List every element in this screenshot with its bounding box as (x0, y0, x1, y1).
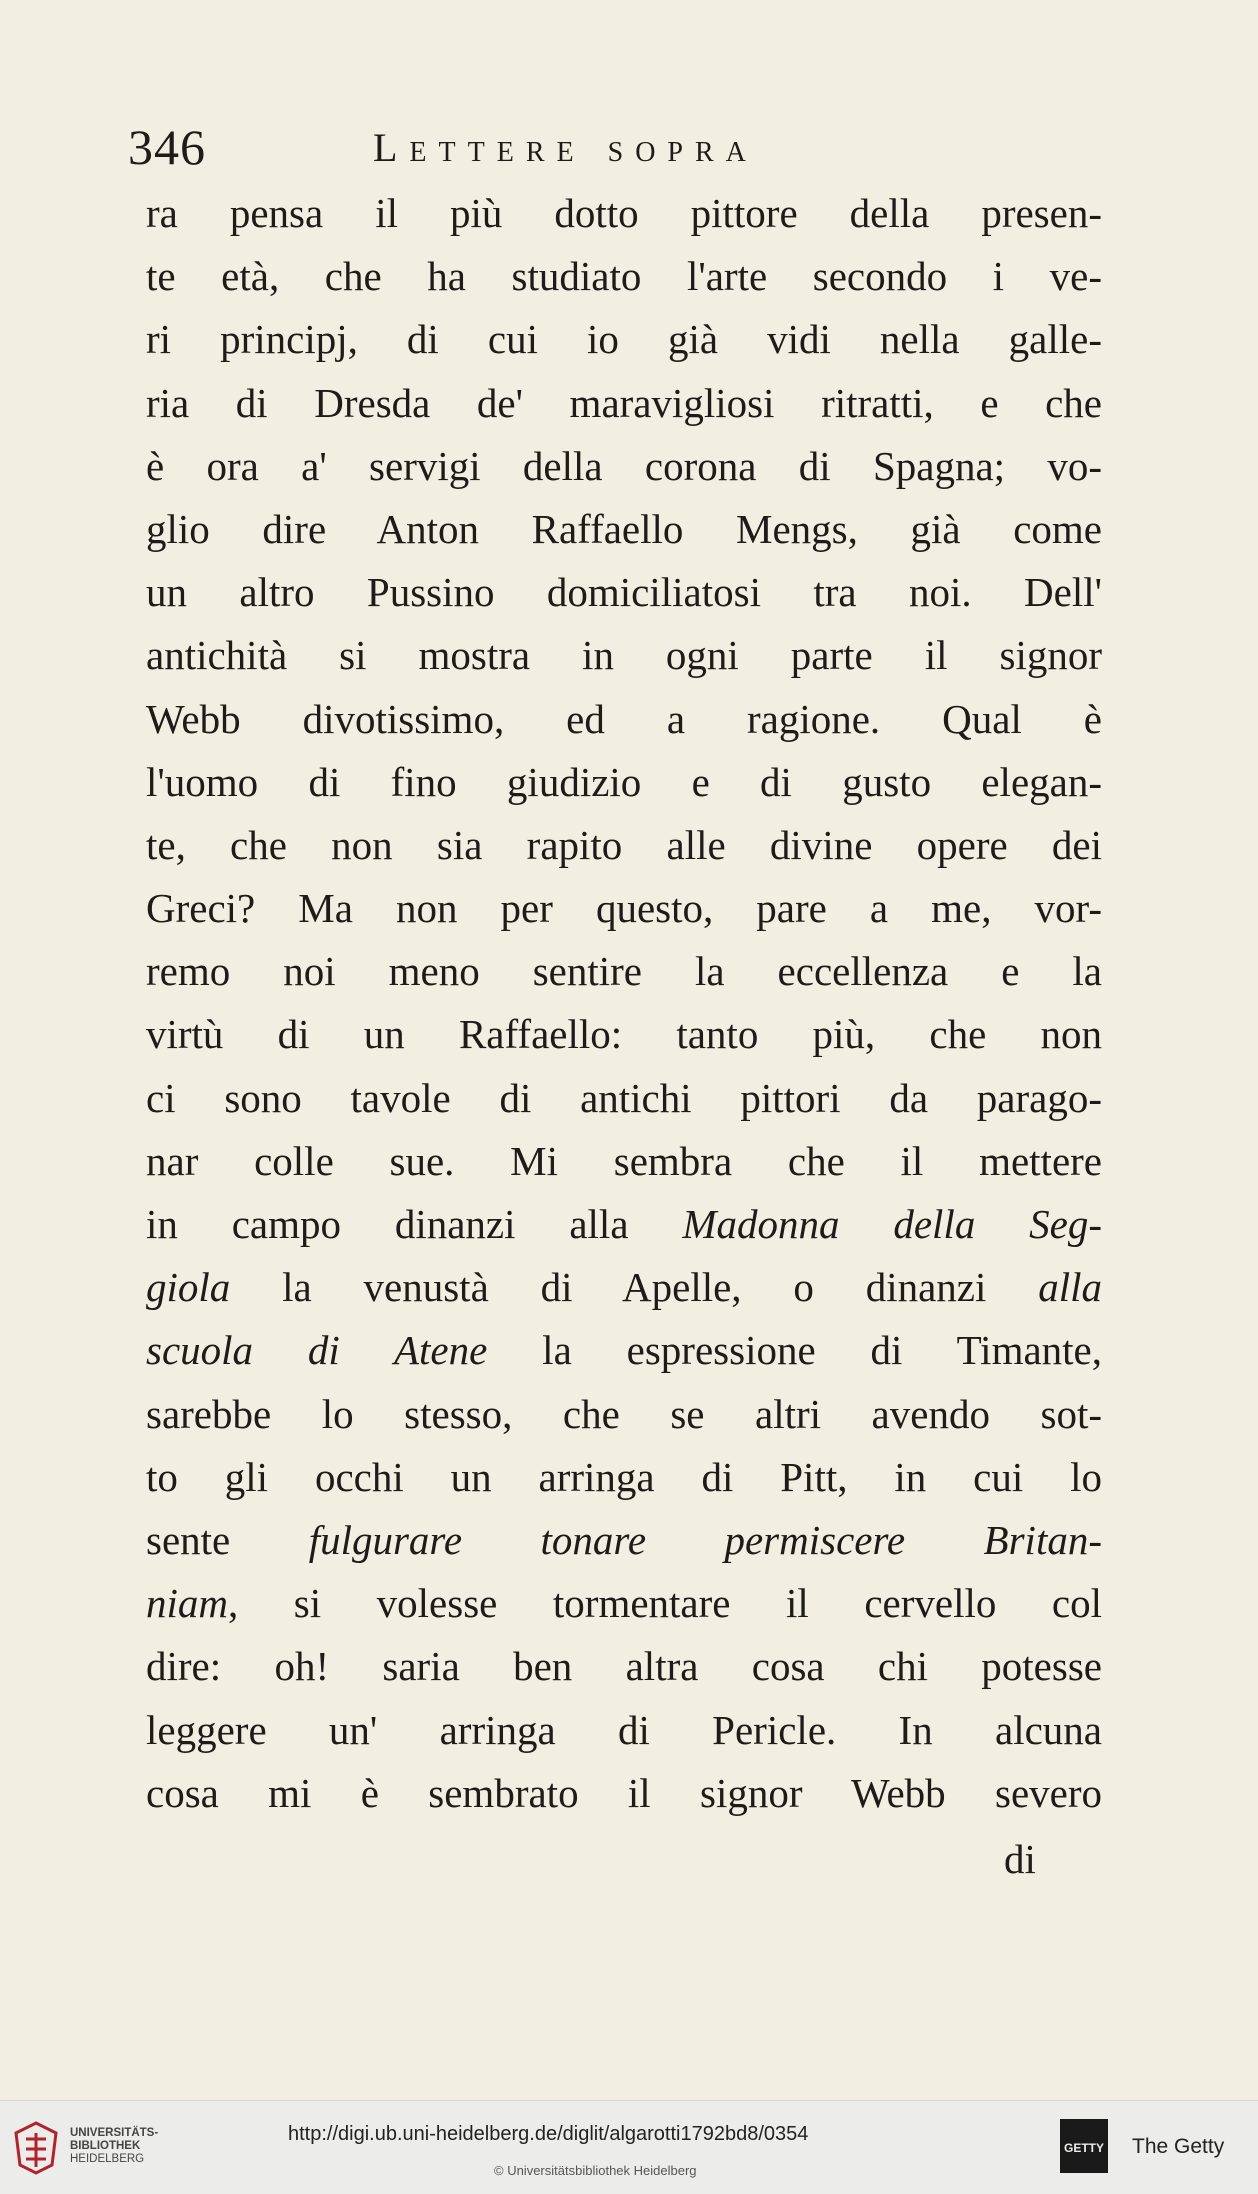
text-line: Webb divotissimo, ed a ragione. Qual è (146, 695, 1102, 742)
text-line: scuola di Atene la espressione di Timante, (146, 1327, 1102, 1374)
permalink[interactable]: http://digi.ub.uni-heidelberg.de/diglit/algarotti1792bd8/0354 (288, 2123, 809, 2145)
page-number: 346 (128, 119, 206, 175)
copyright-notice: © Universitätsbibliothek Heidelberg (494, 2163, 697, 2178)
body-text (146, 182, 1102, 1825)
university-seal-icon (12, 2119, 60, 2175)
text-line: un altro Pussino domiciliatosi tra noi. Dell' (146, 569, 1102, 616)
text-line: virtù di un Raffaello: tanto più, che non (146, 1011, 1102, 1058)
partner-name: The Getty (1132, 2135, 1225, 2158)
text-line: sente fulgurare tonare permiscere Britan- (146, 1516, 1102, 1563)
catchword: di (1004, 1836, 1036, 1882)
text-line: è ora a' servigi della corona di Spagna; vo- (146, 442, 1102, 489)
svg-text:GETTY: GETTY (1063, 2141, 1105, 2155)
page-header (128, 118, 1128, 178)
text-line: te età, che ha studiato l'arte secondo i ve- (146, 253, 1102, 300)
text-line: dire: oh! saria ben altra cosa chi potesse (146, 1643, 1102, 1690)
text-line: to gli occhi un arringa di Pitt, in cui lo (146, 1453, 1102, 1500)
text-line: antichità si mostra in ogni parte il signor (146, 632, 1102, 679)
text-line: Greci? Ma non per questo, pare a me, vor- (146, 885, 1102, 932)
text-line: remo noi meno sentire la eccellenza e la (146, 948, 1102, 995)
text-line: l'uomo di fino giudizio e di gusto elegan- (146, 758, 1102, 805)
text-line: sarebbe lo stesso, che se altri avendo sot- (146, 1390, 1102, 1437)
text-line: giola la venustà di Apelle, o dinanzi alla (146, 1264, 1102, 1311)
italic-title: scuola di Atene (146, 1327, 488, 1374)
running-title: Lettere sopra (373, 125, 758, 170)
text-line: te, che non sia rapito alle divine opere dei (146, 821, 1102, 868)
text-line: ri principj, di cui io già vidi nella galle- (146, 316, 1102, 363)
italic-title: giola (146, 1264, 231, 1311)
text-line: nar colle sue. Mi sembra che il mettere (146, 1137, 1102, 1184)
text-line: leggere un' arringa di Pericle. In alcuna (146, 1706, 1102, 1753)
library-name: UNIVERSITÄTS- BIBLIOTHEK HEIDELBERG (70, 2127, 159, 2165)
text-line: ci sono tavole di antichi pittori da parago- (146, 1074, 1102, 1121)
italic-quote: fulgurare tonare permiscere Britan- (308, 1516, 1102, 1563)
text-line: in campo dinanzi alla Madonna della Seg- (146, 1201, 1102, 1247)
text-line: ria di Dresda de' maravigliosi ritratti, e che (146, 379, 1102, 426)
italic-title: Madonna della Seg- (682, 1201, 1102, 1247)
text-line: niam, si volesse tormentare il cervello col (146, 1580, 1102, 1627)
text-line: glio dire Anton Raffaello Mengs, già come (146, 505, 1102, 552)
viewer-footer (0, 2100, 1258, 2194)
getty-logo-icon (1058, 2117, 1110, 2175)
text-line: ra pensa il più dotto pittore della presen- (146, 190, 1102, 236)
text-line: cosa mi è sembrato il signor Webb severo (146, 1769, 1102, 1816)
italic-title: alla (1038, 1264, 1102, 1311)
italic-quote: niam (146, 1580, 228, 1627)
